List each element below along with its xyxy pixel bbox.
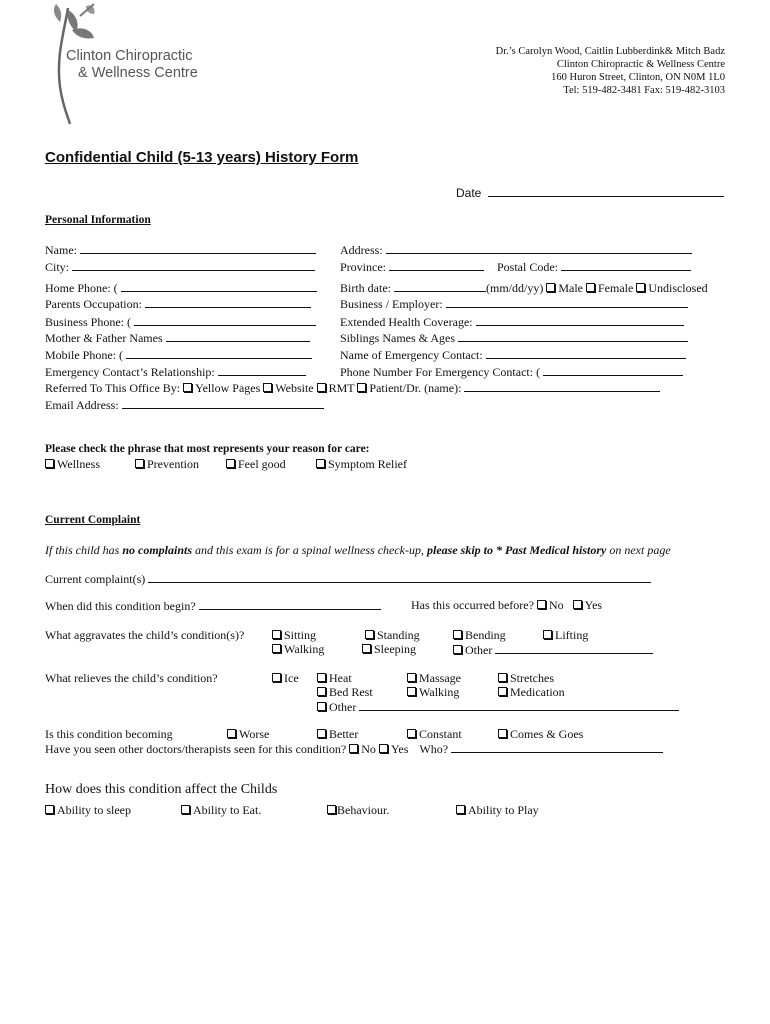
worse-checkbox[interactable]: [227, 729, 236, 738]
sitting-label: Sitting: [284, 628, 317, 642]
home-phone-label: Home Phone: (: [45, 281, 118, 295]
skip-note-text-1: If this child has: [45, 543, 123, 557]
website-label: Website: [275, 381, 314, 395]
postal-code-label: Postal Code:: [497, 260, 559, 274]
walking-aggravate-checkbox[interactable]: [272, 644, 281, 653]
date-label: Date: [456, 186, 482, 200]
occurred-yes-checkbox[interactable]: [573, 600, 582, 609]
date-row: [456, 185, 724, 200]
lifting-checkbox[interactable]: [543, 630, 552, 639]
comes-goes-checkbox[interactable]: [498, 729, 507, 738]
emergency-phone-field[interactable]: [543, 364, 683, 376]
standing-label: Standing: [377, 628, 420, 642]
medication-checkbox[interactable]: [498, 687, 507, 696]
skip-note-bold-2: please skip to * Past Medical history: [427, 543, 607, 557]
name-label: Name:: [45, 243, 77, 257]
female-label: Female: [597, 281, 634, 295]
massage-checkbox[interactable]: [407, 673, 416, 682]
postal-code-field[interactable]: [561, 259, 691, 271]
massage-label: Massage: [419, 671, 461, 685]
mobile-phone-field[interactable]: [126, 347, 312, 359]
emergency-phone-label: Phone Number For Emergency Contact: (: [340, 365, 541, 379]
current-complaint-heading: Current Complaint: [45, 514, 141, 526]
birth-date-format: (mm/dd/yy): [486, 281, 544, 295]
aggravates-label: What aggravates the child’s condition(s)?: [45, 628, 245, 642]
clinic-street: 160 Huron Street, Clinton, ON N0M 1L0: [551, 72, 725, 83]
parents-occupation-label: Parents Occupation:: [45, 297, 142, 311]
occurred-yes-label: Yes: [584, 598, 603, 612]
address-field[interactable]: [386, 242, 692, 254]
parent-names-field[interactable]: [166, 330, 310, 342]
sleeping-checkbox[interactable]: [362, 644, 371, 653]
behaviour-checkbox[interactable]: [327, 805, 336, 814]
relieves-label: What relieves the child’s condition?: [45, 671, 218, 685]
city-label: City:: [45, 260, 70, 274]
wellness-label: Wellness: [57, 457, 101, 471]
prevention-label: Prevention: [147, 457, 199, 471]
bending-checkbox[interactable]: [453, 630, 462, 639]
business-phone-label: Business Phone: (: [45, 315, 132, 329]
other-relieve-checkbox[interactable]: [317, 702, 326, 711]
seen-yes-label: Yes: [390, 742, 409, 756]
behaviour-label: Behaviour.: [337, 803, 390, 817]
email-label: Email Address:: [45, 398, 119, 412]
heat-label: Heat: [329, 671, 352, 685]
ability-eat-checkbox[interactable]: [181, 805, 190, 814]
wellness-checkbox[interactable]: [45, 459, 54, 468]
ice-label: Ice: [284, 671, 299, 685]
email-field[interactable]: [122, 397, 324, 409]
constant-label: Constant: [419, 727, 462, 741]
lifting-label: Lifting: [555, 628, 589, 642]
seen-no-label: No: [361, 742, 376, 756]
other-relieve-label: Other: [329, 700, 357, 714]
comes-goes-label: Comes & Goes: [510, 727, 584, 741]
ability-sleep-checkbox[interactable]: [45, 805, 54, 814]
parent-names-label: Mother & Father Names: [45, 331, 163, 345]
ice-checkbox[interactable]: [272, 673, 281, 682]
female-checkbox[interactable]: [586, 283, 595, 292]
occurred-no-label: No: [548, 598, 564, 612]
yellow-pages-checkbox[interactable]: [183, 383, 192, 392]
ability-sleep-label: Ability to sleep: [57, 803, 131, 817]
rmt-checkbox[interactable]: [317, 383, 326, 392]
becoming-label: Is this condition becoming: [45, 727, 173, 741]
date-field[interactable]: [488, 185, 724, 197]
business-employer-label: Business / Employer:: [340, 297, 443, 311]
skip-note-text-3: on next page: [606, 543, 671, 557]
skip-note-bold-1: no complaints: [122, 543, 193, 557]
ability-eat-label: Ability to Eat.: [193, 803, 262, 817]
current-complaints-label: Current complaint(s): [45, 572, 146, 586]
referred-label: Referred To This Office By:: [45, 381, 181, 395]
emergency-name-label: Name of Emergency Contact:: [340, 348, 483, 362]
health-coverage-field[interactable]: [476, 314, 684, 326]
occurred-before-label: Has this occurred before?: [411, 598, 534, 612]
reason-heading: Please check the phrase that most represents your reason for care:: [45, 443, 370, 455]
skip-note: [45, 543, 671, 558]
other-aggravate-checkbox[interactable]: [453, 645, 462, 654]
better-label: Better: [329, 727, 359, 741]
medication-label: Medication: [510, 685, 565, 699]
walking-relieve-checkbox[interactable]: [407, 687, 416, 696]
bed-rest-checkbox[interactable]: [317, 687, 326, 696]
province-label: Province:: [340, 260, 386, 274]
walking-aggravate-label: Walking: [284, 642, 325, 656]
business-phone-field[interactable]: [134, 314, 316, 326]
heat-checkbox[interactable]: [317, 673, 326, 682]
emergency-name-field[interactable]: [486, 347, 686, 359]
bed-rest-label: Bed Rest: [329, 685, 373, 699]
male-checkbox[interactable]: [546, 283, 555, 292]
walking-relieve-label: Walking: [419, 685, 460, 699]
when-began-label: When did this condition begin?: [45, 599, 196, 613]
patient-dr-label: Patient/Dr. (name):: [369, 381, 462, 395]
personal-info-heading: Personal Information: [45, 214, 151, 226]
constant-checkbox[interactable]: [407, 729, 416, 738]
skip-note-text-2: and this exam is for a spinal wellness check-up,: [192, 543, 427, 557]
siblings-label: Siblings Names & Ages: [340, 331, 456, 345]
better-checkbox[interactable]: [317, 729, 326, 738]
name-field[interactable]: [80, 242, 316, 254]
who-field[interactable]: [451, 741, 663, 753]
affect-heading: How does this condition affect the Childs: [45, 782, 278, 797]
occurred-no-checkbox[interactable]: [537, 600, 546, 609]
emergency-relationship-label: Emergency Contact’s Relationship:: [45, 365, 215, 379]
standing-checkbox[interactable]: [365, 630, 374, 639]
undisclosed-checkbox[interactable]: [636, 283, 645, 292]
undisclosed-label: Undisclosed: [648, 281, 708, 295]
ability-play-checkbox[interactable]: [456, 805, 465, 814]
rmt-label: RMT: [328, 381, 355, 395]
province-field[interactable]: [389, 259, 484, 271]
current-complaints-field[interactable]: [148, 571, 651, 583]
worse-label: Worse: [239, 727, 270, 741]
emergency-relationship-field[interactable]: [218, 364, 306, 376]
patient-dr-field[interactable]: [464, 380, 660, 392]
parents-occupation-field[interactable]: [145, 296, 311, 308]
birth-date-label: Birth date:: [340, 281, 391, 295]
home-phone-field[interactable]: [121, 280, 317, 292]
website-checkbox[interactable]: [263, 383, 272, 392]
ability-play-label: Ability to Play: [468, 803, 539, 817]
clinic-name: Clinton Chiropractic & Wellness Centre: [556, 59, 725, 70]
clinic-address-block: [496, 45, 725, 97]
symptom-relief-checkbox[interactable]: [316, 459, 325, 468]
yellow-pages-label: Yellow Pages: [195, 381, 261, 395]
prevention-checkbox[interactable]: [135, 459, 144, 468]
siblings-field[interactable]: [458, 330, 688, 342]
male-label: Male: [558, 281, 583, 295]
seen-no-checkbox[interactable]: [349, 744, 358, 753]
health-coverage-label: Extended Health Coverage:: [340, 315, 473, 329]
seen-yes-checkbox[interactable]: [379, 744, 388, 753]
when-began-field[interactable]: [199, 598, 381, 610]
birth-date-field[interactable]: [394, 280, 486, 292]
feel-good-checkbox[interactable]: [226, 459, 235, 468]
city-field[interactable]: [72, 259, 315, 271]
other-aggravate-label: Other: [465, 643, 493, 657]
doctors-names: Dr.’s Carolyn Wood, Caitlin Lubberdink& Mitch Badz: [495, 46, 725, 57]
feel-good-label: Feel good: [238, 457, 286, 471]
other-aggravate-field[interactable]: [495, 642, 653, 654]
logo-name-line1: Clinton Chiropractic: [66, 48, 193, 64]
stretches-checkbox[interactable]: [498, 673, 507, 682]
patient-dr-checkbox[interactable]: [357, 383, 366, 392]
logo-name-line2: & Wellness Centre: [78, 65, 198, 81]
form-title: Confidential Child (5-13 years) History Form: [45, 149, 359, 166]
sleeping-label: Sleeping: [374, 642, 416, 656]
seen-others-label: Have you seen other doctors/therapists seen for this condition?: [45, 742, 347, 756]
bending-label: Bending: [465, 628, 506, 642]
mobile-phone-label: Mobile Phone: (: [45, 348, 123, 362]
who-label: Who?: [419, 742, 449, 756]
sitting-checkbox[interactable]: [272, 630, 281, 639]
other-relieve-field[interactable]: [359, 699, 679, 711]
address-label: Address:: [340, 243, 383, 257]
business-employer-field[interactable]: [446, 296, 688, 308]
stretches-label: Stretches: [510, 671, 554, 685]
symptom-relief-label: Symptom Relief: [328, 457, 407, 471]
clinic-phones: Tel: 519-482-3481 Fax: 519-482-3103: [563, 85, 725, 96]
